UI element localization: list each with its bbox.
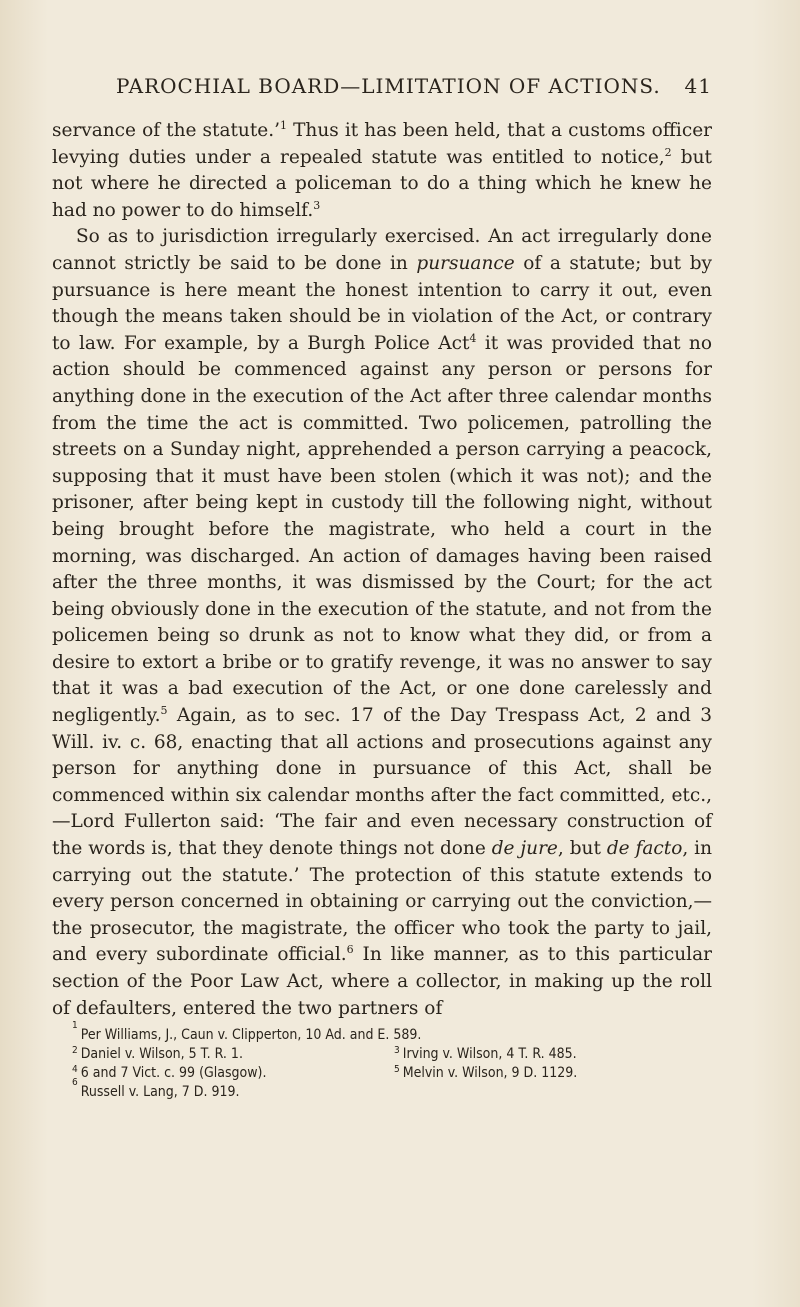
footnote: [52, 1077, 712, 1102]
text-run: Thus it has been held, that a customs officer levying duties under a repealed statute was entitled to notice,: [52, 120, 712, 168]
footnote-mark: 6: [72, 1077, 78, 1089]
text-run: , in carrying out the statute.’ The protection of this statute extends to every person concerned in obtaining or carrying out the conviction,—the prosecutor, the magistrate, the officer who took the party to jail, and every subordinate official.: [52, 838, 712, 966]
text-run: Again, as to sec. 17 of the Day Trespass Act, 2 and 3 Will. iv. c. 68, enacting that all actions and prosecutions against any person for anything done in pursuance of this Act, shall be commenced within six calendar months after the fact committed, etc.,—Lord Fullerton said: ‘The fair and even necessary construction of the words is, that they denote things not done: [52, 705, 712, 860]
footnote-ref: 3: [313, 198, 321, 212]
footnote-text: Irving v. Wilson, 4 T. R. 485.: [402, 1046, 577, 1063]
footnote: [52, 1045, 394, 1064]
footnote-text: Per Williams, J., Caun v. Clipperton, 10 Ad. and E. 589.: [80, 1027, 422, 1044]
running-head: [52, 74, 712, 104]
footnotes: [52, 1020, 712, 1102]
footnote-ref: 4: [469, 331, 477, 345]
footnote-ref: 5: [160, 703, 168, 717]
text-run: but not where he directed a policeman to do a thing which he knew he had no power to do himself.: [52, 146, 712, 221]
footnote-pair: [52, 1045, 712, 1064]
footnote-ref: 6: [346, 943, 354, 957]
footnote-mark: 5: [394, 1064, 400, 1075]
footnote-ref: 2: [664, 145, 672, 159]
footnote: [394, 1064, 712, 1083]
paragraph-1: [52, 118, 712, 224]
footnote-pair: [52, 1064, 712, 1083]
footnote-text: Russell v. Lang, 7 D. 919.: [80, 1084, 240, 1101]
footnote-text: 6 and 7 Vict. c. 99 (Glasgow).: [80, 1065, 267, 1082]
footnote-ref: 1: [280, 118, 287, 132]
text-run: In like manner, as to this particular section of the Poor Law Act, where a collector, in making up the roll of defaulters, entered the two partners of: [52, 944, 712, 1019]
running-head-title: PAROCHIAL BOARD—LIMITATION OF ACTIONS.: [116, 74, 661, 98]
italic-term: de facto: [606, 838, 683, 860]
italic-term: de jure: [491, 838, 558, 860]
text-run: So as to jurisdiction irregularly exercised. An act irregularly done cannot strictly be said to be done in: [52, 226, 712, 274]
page-content: [52, 74, 712, 1102]
footnote-mark: 1: [72, 1020, 78, 1032]
italic-term: pursuance: [416, 252, 515, 274]
text-run: it was provided that no action should be commenced against any person or persons for anything done in the execution of the Act after three calendar months from the time the act is committed. Two policemen, patrolling the streets on a Sunday night, apprehended a person carrying a peacock, supposing that it must have been stolen (which it was not); and the prisoner, after being kept in custody till the following night, without being brought before the magistrate, who held a court in the morning, was discharged. An action of damages having been raised after the three months, it was dismissed by the Court; for the act being obviously done in the execution of the statute, and not from the policemen being so drunk as not to know what they did, or from a desire to extort a bribe or to gratify revenge, it was no answer to say that it was a bad execution of the Act, or one done carelessly and negligently.: [52, 332, 712, 727]
footnote-mark: 3: [394, 1045, 400, 1056]
footnote-text: Daniel v. Wilson, 5 T. R. 1.: [80, 1046, 243, 1063]
footnote-text: Melvin v. Wilson, 9 D. 1129.: [402, 1065, 578, 1082]
footnote: [52, 1064, 394, 1083]
footnote-mark: 2: [72, 1045, 78, 1056]
footnote: [394, 1045, 712, 1064]
paragraph-2: [52, 224, 712, 1022]
text-run: , but: [557, 838, 607, 860]
body-text: [52, 118, 712, 1022]
text-run: of a statute; but by pursuance is here meant the honest intention to carry it out, even though the means taken should be in violation of the Act, or contrary to law. For example, by a Burgh Police Act: [52, 252, 712, 354]
text-run: servance of the statute.’: [52, 120, 280, 141]
footnote: [52, 1020, 712, 1045]
page-number: 41: [684, 74, 712, 98]
footnote-mark: 4: [72, 1064, 78, 1075]
